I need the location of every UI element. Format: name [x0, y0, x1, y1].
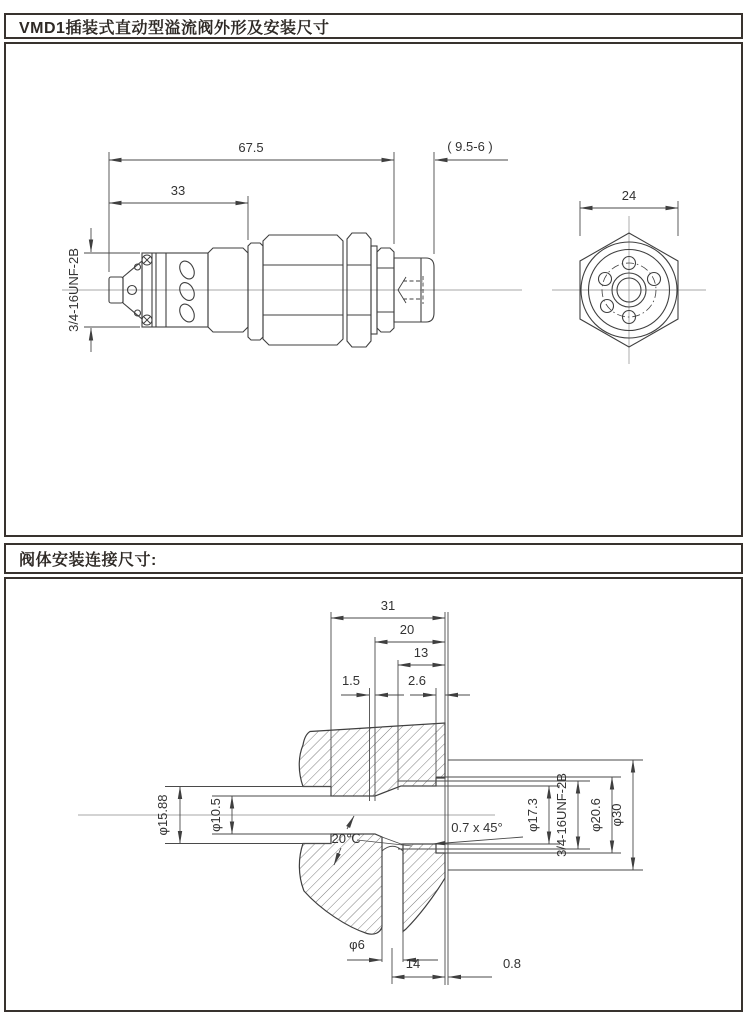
- dim-cbore-depth: 2.6: [407, 673, 427, 688]
- dim-land: 1.5: [341, 673, 361, 688]
- dim-depth-total: 31: [380, 598, 396, 613]
- dim-face-dia: φ30: [609, 803, 624, 827]
- dim-mount-thread: 3/4-16UNF-2B: [66, 248, 81, 332]
- dim-overall-length: 67.5: [238, 140, 264, 155]
- dim-thread-bore: φ17.3: [525, 798, 540, 832]
- dim-depth-cone: 20: [399, 622, 415, 637]
- section1-header: [4, 13, 743, 39]
- valve-side-view: [62, 233, 522, 347]
- section2-header: [4, 543, 743, 574]
- section1-title: VMD1插装式直动型溢流阀外形及安装尺寸: [19, 19, 330, 37]
- o-ring-top: [142, 255, 152, 265]
- cone-angle-leader-up: [347, 816, 354, 829]
- dim-thread-depth: 13: [413, 645, 429, 660]
- drain-hole-cap: [382, 846, 403, 851]
- dim-thread-spec: 3/4-16UNF-2B: [554, 773, 569, 857]
- chamfer-leader: [433, 837, 523, 844]
- dim-hex-across-flats: 24: [621, 188, 637, 203]
- dim-pilot-bore: φ15.88: [155, 794, 170, 836]
- flow-hole: [177, 280, 197, 303]
- dim-front-length: 33: [170, 183, 186, 198]
- body-collar: [248, 243, 263, 340]
- valve-end-view: [552, 216, 706, 364]
- cavity-drawing-svg: [4, 577, 745, 1012]
- dim-drain-hole: φ6: [349, 937, 365, 952]
- section2-title: 阀体安装连接尺寸:: [19, 552, 157, 569]
- outline-drawing-svg: [4, 42, 745, 537]
- outline-dimensions: [84, 152, 678, 352]
- valve-body-section: [299, 723, 445, 934]
- dim-hole-dist: 14: [405, 956, 421, 971]
- body-lower-right: [403, 844, 445, 932]
- o-ring-bottom: [142, 315, 152, 325]
- dim-cbore-dia: φ20.6: [588, 798, 603, 832]
- flow-hole: [177, 302, 197, 325]
- dim-face-step: 0.8: [502, 956, 522, 971]
- dim-chamfer: 0.7 x 45°: [451, 820, 503, 835]
- dim-small-bore: φ10.5: [208, 798, 223, 832]
- dim-cone-angle: 20℃: [331, 831, 361, 846]
- body-upper-half: [299, 723, 445, 796]
- flow-hole: [177, 259, 197, 282]
- dim-adjust-protrusion: ( 9.5-6 ): [447, 139, 493, 154]
